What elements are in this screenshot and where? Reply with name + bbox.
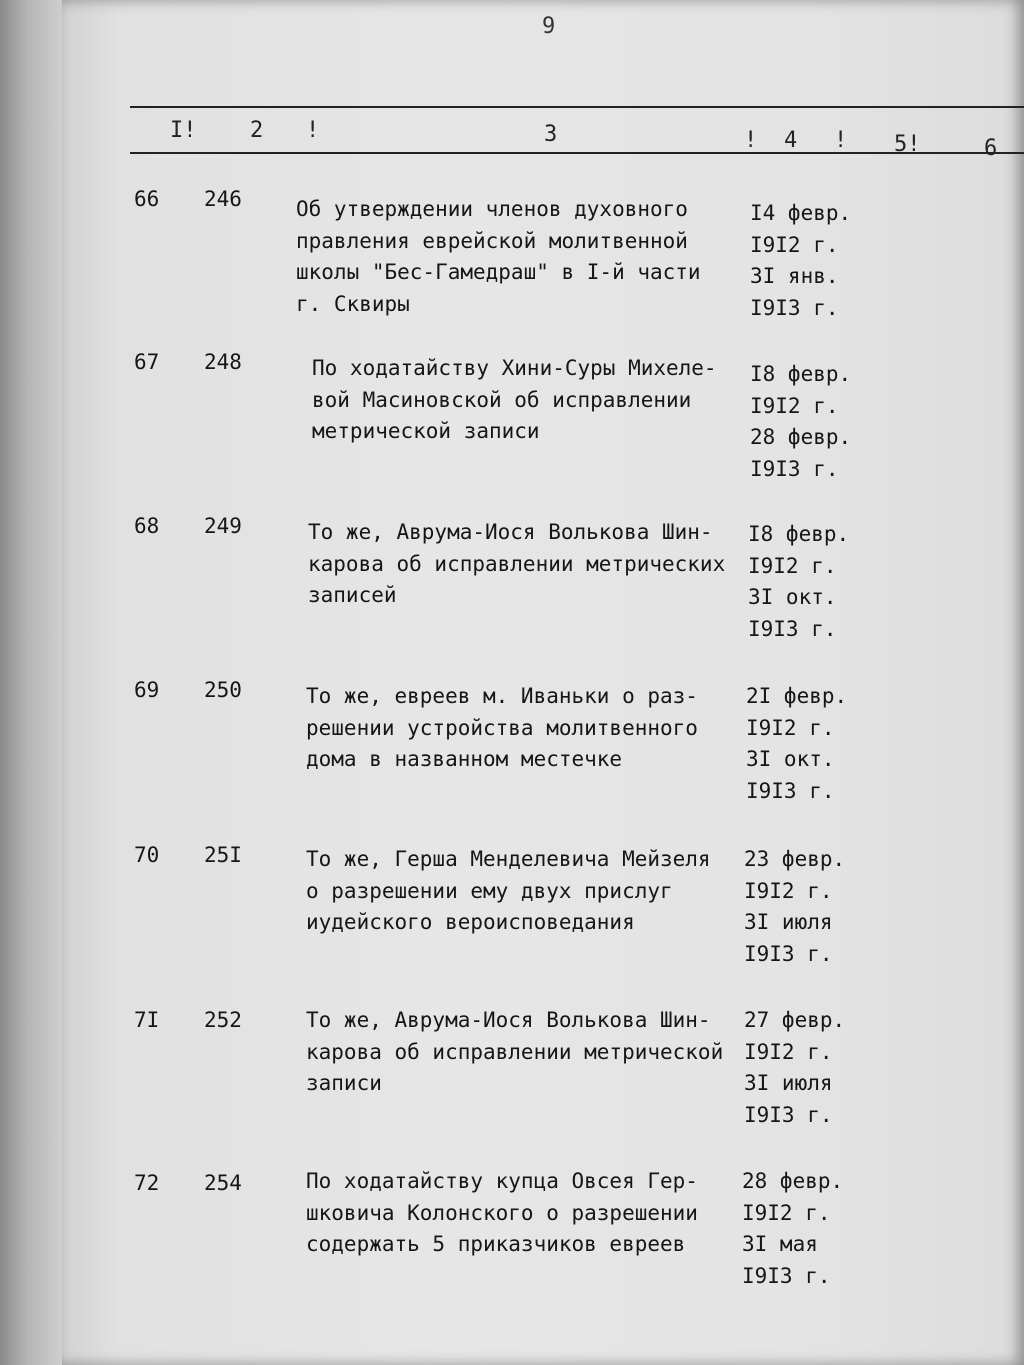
entry-number: 67: [134, 350, 160, 374]
column-header-5: 5!: [894, 132, 921, 157]
date-line: 3I июля: [744, 1071, 833, 1095]
title-line: решении устройства молитвенного: [306, 715, 698, 740]
title-line: По ходатайству купца Овсея Гер-: [306, 1169, 698, 1193]
date-line: I4 февр.: [750, 201, 852, 225]
date-line: I8 февр.: [748, 522, 850, 546]
entry-number: 69: [134, 678, 160, 702]
date-line: I9I3 г.: [750, 456, 839, 481]
title-line: карова об исправлении метрической: [306, 1039, 724, 1064]
title-line: правления еврейской молитвенной: [296, 228, 688, 253]
column-header-2: 2: [250, 118, 264, 143]
entry-number: 7I: [134, 1008, 160, 1032]
title-line: метрической записи: [312, 419, 540, 443]
date-line: 28 февр.: [742, 1169, 844, 1193]
entry-dates: [748, 519, 878, 645]
title-line: То же, евреев м. Иваньки о раз-: [306, 684, 698, 708]
entry-number: 68: [134, 514, 160, 538]
column-header-4: 4: [784, 128, 798, 153]
entry-code: 254: [204, 1171, 242, 1195]
column-header-separator: !: [834, 128, 848, 153]
entry-dates: [750, 198, 880, 324]
title-line: записей: [308, 583, 397, 607]
entry-dates: [744, 1005, 874, 1131]
entry-title: [308, 517, 768, 612]
header-rule-top: [130, 106, 1024, 108]
title-line: карова об исправлении метрических: [308, 551, 726, 576]
title-line: записи: [306, 1071, 382, 1095]
title-line: Об утверждении членов духовного: [296, 197, 688, 221]
date-line: I9I2 г.: [742, 1200, 831, 1225]
date-line: 3I июля: [744, 910, 833, 934]
date-line: I9I3 г.: [742, 1263, 831, 1288]
title-line: вой Масиновской об исправлении: [312, 387, 692, 412]
title-line: школы "Бес-Гамедраш" в I-й части: [296, 260, 701, 284]
entry-code: 246: [204, 187, 242, 211]
title-line: По ходатайству Хини-Суры Михеле-: [312, 356, 717, 380]
title-line: о разрешении ему двух прислуг: [306, 878, 673, 903]
entry-code: 250: [204, 678, 242, 702]
column-header-1: I!: [170, 118, 197, 143]
left-page-edge: [0, 0, 70, 1365]
date-line: I9I2 г.: [748, 553, 837, 578]
column-header-separator: !: [744, 128, 758, 153]
entry-code: 252: [204, 1008, 242, 1032]
entry-code: 25I: [204, 843, 242, 867]
title-line: дома в названном местечке: [306, 747, 623, 771]
date-line: I9I3 г.: [748, 616, 837, 641]
entry-code: 248: [204, 350, 242, 374]
entry-dates: [750, 359, 880, 485]
entry-title: [296, 194, 756, 320]
entry-title: [312, 353, 772, 448]
title-line: шковича Колонского о разрешении: [306, 1200, 698, 1225]
title-line: То же, Аврума-Иося Волькова Шин-: [308, 520, 713, 544]
column-header-separator: !: [306, 118, 320, 143]
entry-title: [306, 1005, 766, 1100]
title-line: г. Сквиры: [296, 291, 410, 316]
date-line: 3I мая: [742, 1232, 818, 1256]
date-line: I8 февр.: [750, 362, 852, 386]
title-line: иудейского вероисповедания: [306, 910, 635, 934]
entry-dates: [744, 844, 874, 970]
entry-number: 66: [134, 187, 160, 211]
title-line: содержать 5 приказчиков евреев: [306, 1232, 686, 1256]
date-line: I9I2 г.: [750, 393, 839, 418]
page-number: 9: [542, 14, 556, 39]
header-rule-bottom: [130, 152, 1024, 154]
entry-number: 72: [134, 1171, 160, 1195]
entry-dates: [746, 681, 876, 807]
column-header-6: 6: [984, 136, 998, 161]
date-line: I9I3 г.: [744, 941, 833, 966]
date-line: I9I3 г.: [750, 295, 839, 320]
date-line: I9I3 г.: [744, 1102, 833, 1127]
entry-title: [306, 681, 766, 776]
date-line: 28 февр.: [750, 425, 852, 449]
column-header-3: 3: [544, 122, 558, 147]
date-line: 3I окт.: [746, 747, 835, 771]
title-line: То же, Герша Менделевича Мейзеля: [306, 847, 711, 871]
entry-title: [306, 1166, 766, 1261]
date-line: 3I окт.: [748, 585, 837, 609]
entry-code: 249: [204, 514, 242, 538]
date-line: I9I2 г.: [744, 1039, 833, 1064]
date-line: 3I янв.: [750, 264, 839, 288]
entry-number: 70: [134, 843, 160, 867]
date-line: 27 февр.: [744, 1008, 846, 1032]
entry-title: [306, 844, 766, 939]
date-line: 2I февр.: [746, 684, 848, 708]
date-line: I9I2 г.: [746, 715, 835, 740]
date-line: I9I3 г.: [746, 778, 835, 803]
date-line: 23 февр.: [744, 847, 846, 871]
entry-dates: [742, 1166, 872, 1292]
date-line: I9I2 г.: [750, 232, 839, 257]
date-line: I9I2 г.: [744, 878, 833, 903]
title-line: То же, Аврума-Иося Волькова Шин-: [306, 1008, 711, 1032]
